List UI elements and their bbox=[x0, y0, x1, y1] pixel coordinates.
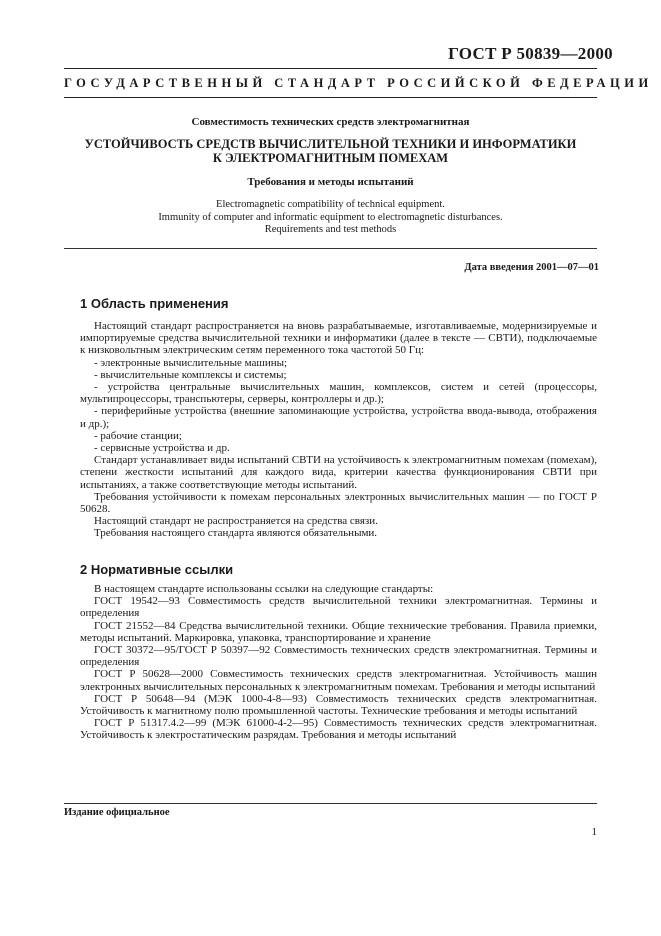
reference-item: ГОСТ Р 51317.4.2—99 (МЭК 61000-4-2—95) Совместимость технических средств электромагнитная. Устойчивость к электростатическим разрядам. Требования и методы испытаний bbox=[80, 717, 597, 742]
list-item: - устройства центральные вычислительных машин, комплексов, систем и сетей (процессоры, мультипроцессоры, транспьютеры, серверы, контроллеры и др.); bbox=[80, 381, 597, 406]
main-title bbox=[64, 137, 597, 165]
list-item: - вычислительные комплексы и системы; bbox=[94, 368, 287, 381]
main-title-line-2: К ЭЛЕКТРОМАГНИТНЫМ ПОМЕХАМ bbox=[212, 151, 449, 165]
english-title-line-1: Electromagnetic compatibility of technical equipment. bbox=[216, 199, 445, 210]
paragraph: Требования настоящего стандарта являются обязательными. bbox=[94, 527, 378, 540]
list-item: - рабочие станции; bbox=[94, 429, 182, 442]
paragraph: Настоящий стандарт не распространяется на средства связи. bbox=[94, 515, 378, 528]
reference-item: ГОСТ 21552—84 Средства вычислительной техники. Общие технические требования. Правила приемки, методы испытаний. Маркировка, упаковка, транспортирование и хранение bbox=[80, 619, 597, 644]
english-title-line-2: Immunity of computer and informatic equipment to electromagnetic disturbances. bbox=[158, 211, 503, 223]
reference-item: ГОСТ 19542—93 Совместимость средств вычислительной техники электромагнитная. Термины и определения bbox=[80, 595, 597, 620]
reference-item: ГОСТ Р 50628—2000 Совместимость технических средств электромагнитная. Устойчивость машин электронных вычислительных персональных к электромагнитным помехам. Требования и методы испытаний bbox=[80, 668, 597, 693]
english-title-line-3: Requirements and test methods bbox=[264, 224, 397, 235]
footer-rule bbox=[64, 803, 597, 804]
introduction-date: Дата введения 2001—07—01 bbox=[464, 262, 599, 273]
reference-item: ГОСТ Р 50648—94 (МЭК 1000-4-8—93) Совместимость технических средств электромагнитная. Устойчивость к магнитному полю промышленной частоты. Технические требования и методы испытаний bbox=[80, 692, 597, 718]
list-item: - периферийные устройства (внешние запоминающие устройства, устройства ввода-вывода, отображения и др.); bbox=[80, 405, 597, 430]
header-rule-lower bbox=[64, 97, 597, 98]
page-number: 1 bbox=[591, 826, 597, 838]
reference-item: ГОСТ 30372—95/ГОСТ Р 50397—92 Совместимость технических средств электромагнитная. Термины и определения bbox=[80, 644, 597, 669]
requirements-title: Требования и методы испытаний bbox=[247, 176, 414, 188]
section-2-body bbox=[80, 583, 597, 742]
title-divider bbox=[64, 248, 597, 249]
document-number: ГОСТ Р 50839—2000 bbox=[448, 44, 613, 63]
header-rule bbox=[64, 68, 597, 69]
state-standard-banner: ГОСУДАРСТВЕННЫЙ СТАНДАРТ РОССИЙСКОЙ ФЕДЕРАЦИИ bbox=[64, 76, 653, 90]
main-title-line-1: УСТОЙЧИВОСТЬ СРЕДСТВ ВЫЧИСЛИТЕЛЬНОЙ ТЕХНИКИ И ИНФОРМАТИКИ bbox=[84, 137, 577, 151]
section-1-heading: 1 Область применения bbox=[80, 296, 229, 311]
paragraph: В настоящем стандарте использованы ссылки на следующие стандарты: bbox=[94, 583, 434, 595]
list-item: - сервисные устройства и др. bbox=[94, 442, 230, 455]
paragraph: Настоящий стандарт распространяется на вновь разрабатываемые, изготавливаемые, модернизируемые и импортируемые средства вычислительной техники и информатики (далее в тексте — СВТИ), подключаемые к низковольтным электрическим сетям переменного тока частотой 50 Гц: bbox=[80, 320, 597, 357]
paragraph: Стандарт устанавливает виды испытаний СВТИ на устойчивость к электромагнитным помехам (помехам), степени жесткости испытаний для каждого вида, критерии качества функционирования СВТИ при испытаниях, а также соответствующие методы испытаний. bbox=[80, 454, 597, 491]
list-item: - электронные вычислительные машины; bbox=[94, 356, 288, 369]
paragraph: Требования устойчивости к помехам персональных электронных вычислительных машин — по ГОСТ Р 50628. bbox=[80, 490, 597, 516]
official-edition-label: Издание официальное bbox=[64, 807, 170, 818]
section-2-heading: 2 Нормативные ссылки bbox=[80, 562, 234, 577]
subject-title: Совместимость технических средств электромагнитная bbox=[191, 116, 470, 128]
section-1-body bbox=[80, 320, 597, 540]
english-title bbox=[64, 199, 597, 237]
